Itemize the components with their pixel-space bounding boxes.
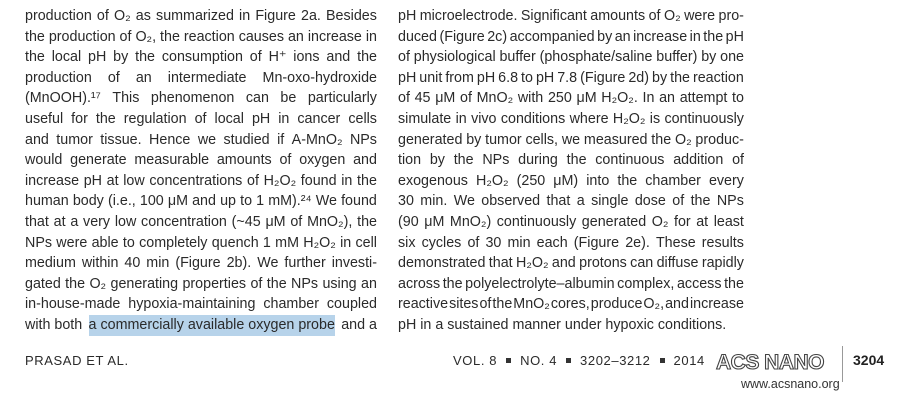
text-line: the local pH by the consumption of H⁺ ions and the [25, 49, 377, 66]
text-line: pH in a sustained manner under hypoxic conditions. [398, 316, 727, 333]
separator-square-icon [566, 358, 571, 363]
text-line: pH unit from pH 6.8 to pH 7.8 (Figure 2d) by the reaction [398, 69, 744, 86]
text-line: production of an intermediate Mn-oxo-hydroxide [25, 69, 377, 86]
text-line: (90 μM MnO₂) continuously generated O₂ for at least [398, 213, 744, 230]
text-line: reactive sites of the MnO₂ cores, produce O₂, and increase [398, 296, 744, 313]
logo-text: ACS NANO [716, 351, 825, 374]
running-author: PRASAD ET AL. [25, 353, 129, 368]
pages: 3202–3212 [580, 353, 651, 368]
text-line: generated by tumor cells, we measured the O₂ produc- [398, 131, 744, 148]
text-line: 30 min. We observed that a single dose of the NPs [398, 193, 744, 210]
divider [842, 346, 843, 382]
text-line: increase pH at low concentrations of H₂O₂ found in the [25, 172, 377, 189]
highlighted-text-selection[interactable]: a commercially available oxygen probe [89, 315, 335, 336]
text-line: human body (i.e., 100 μM and up to 1 mM).²⁴ We found [25, 193, 377, 210]
text-line: pH microelectrode. Significant amounts of O₂ were pro- [398, 8, 744, 24]
year: 2014 [673, 353, 705, 368]
text-line: useful for the regulation of local pH in cancer cells [25, 110, 377, 127]
text-line: that at a very low concentration (~45 μM of MnO₂), the [25, 213, 377, 230]
page-number: 3204 [853, 352, 885, 368]
text-line: (MnOOH).¹⁷ This phenomenon can be particularly [25, 90, 377, 107]
text-line: and tumor tissue. Hence we studied if A-MnO₂ NPs [25, 131, 377, 148]
text-line: six cycles of 30 min each (Figure 2e). These results [398, 234, 744, 251]
text-line: demonstrated that H₂O₂ and protons can diffuse rapidly [398, 255, 744, 272]
left-column [25, 6, 377, 336]
journal-url[interactable]: www.acsnano.org [741, 377, 840, 391]
text-line: simulate in vivo conditions where H₂O₂ is continuously [398, 110, 744, 127]
text-line [25, 315, 377, 336]
text-line: NPs were able to completely quench 1 mM H₂O₂ in cell [25, 234, 377, 251]
text-line: the production of O₂, the reaction causes an increase in [25, 28, 377, 45]
volume: VOL. 8 [453, 353, 498, 368]
text-line: across the polyelectrolyte–albumin complex, access the [398, 275, 744, 292]
text-line: medium within 40 min (Figure 2b). We further investi- [25, 255, 377, 272]
right-column [398, 6, 744, 336]
text-line: of 45 μM of MnO₂ with 250 μM H₂O₂. In an attempt to [398, 90, 744, 107]
text-line: duced (Figure 2c) accompanied by an increase in the pH [398, 28, 744, 45]
text-line: production of O₂ as summarized in Figure 2a. Besides [25, 8, 377, 24]
separator-square-icon [660, 358, 665, 363]
text-line: would generate measurable amounts of oxygen and [25, 152, 377, 169]
text-line: gated the O₂ generating properties of the NPs using an [25, 275, 377, 292]
acs-nano-logo [714, 344, 834, 376]
issue: NO. 4 [520, 353, 558, 368]
citation-info [453, 353, 705, 368]
text-line: tion by the NPs during the continuous addition of [398, 152, 744, 169]
text-line: of physiological buffer (phosphate/saline buffer) by one [398, 49, 744, 66]
separator-square-icon [506, 358, 511, 363]
text-fragment: and a [341, 316, 377, 333]
text-line: exogenous H₂O₂ (250 μM) into the chamber every [398, 172, 744, 189]
text-line: in-house-made hypoxia-maintaining chamber coupled [25, 296, 377, 313]
text-fragment: with both [25, 316, 83, 333]
